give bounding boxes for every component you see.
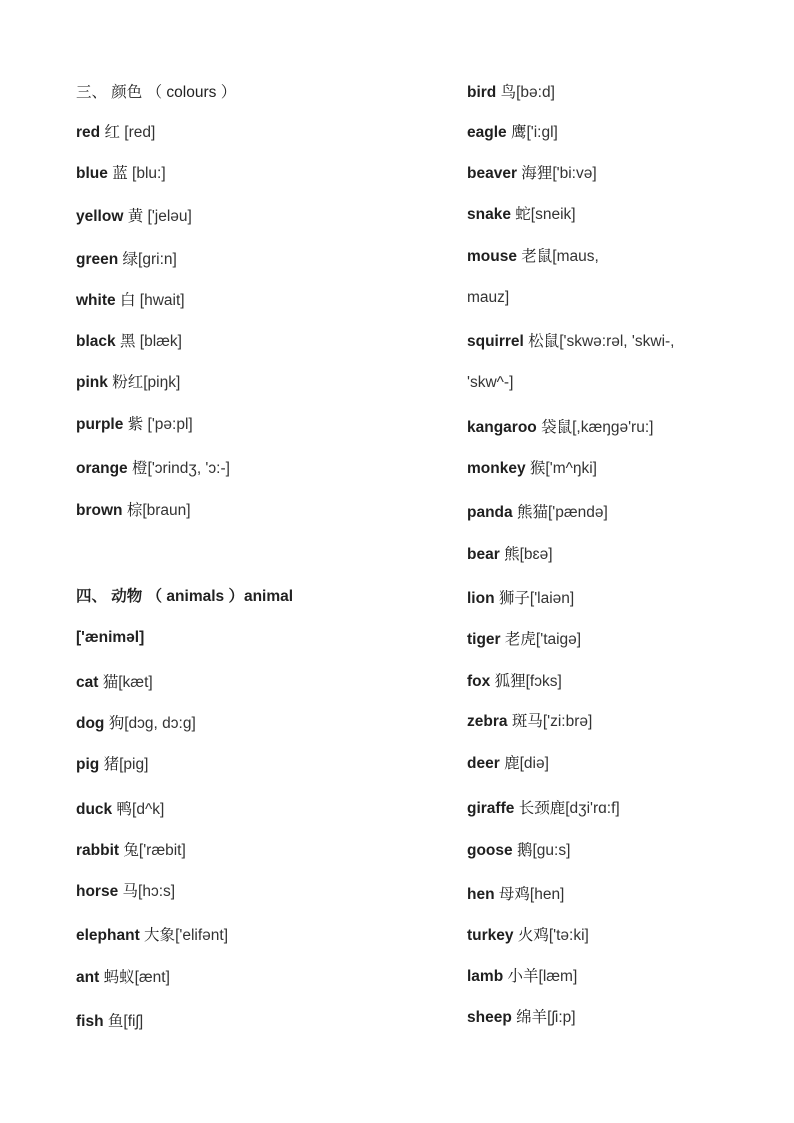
word-ipa: ['m^ŋki] <box>545 460 597 477</box>
word-zh: 猴 <box>529 460 546 477</box>
word-ipa: mauz] <box>467 289 510 306</box>
word-ipa: [ænt] <box>134 969 170 986</box>
vocab-entry-continuation <box>467 373 513 393</box>
word-en: giraffe <box>467 800 515 817</box>
word-zh: 老鼠 <box>521 248 553 265</box>
vocab-entry-dog <box>76 714 196 734</box>
word-en: panda <box>467 504 513 521</box>
vocab-entry-ant <box>76 968 170 988</box>
word-en: pink <box>76 374 108 391</box>
word-ipa: ['ɔrindʒ, 'ɔ:-] <box>147 460 230 477</box>
word-ipa: [red] <box>124 124 156 141</box>
vocab-entry-beaver <box>467 164 597 184</box>
word-zh: 鸟 <box>500 84 517 101</box>
word-zh: 兔 <box>123 842 139 859</box>
word-en: duck <box>76 801 113 818</box>
word-zh: 蓝 <box>112 165 128 182</box>
word-zh: 长颈鹿 <box>518 800 566 817</box>
word-zh: 蛇 <box>515 206 531 223</box>
vocab-entry-brown <box>76 501 191 521</box>
word-zh: 黄 <box>127 208 144 225</box>
word-ipa: ['i:gl] <box>526 124 558 141</box>
word-ipa: [hen] <box>529 886 565 903</box>
word-zh: 粉红 <box>112 374 144 391</box>
word-zh: 绵羊 <box>516 1009 548 1026</box>
word-en: yellow <box>76 208 124 225</box>
word-ipa: [hɔ:s] <box>138 883 176 900</box>
word-zh: 狐狸 <box>494 673 526 690</box>
word-zh: 熊猫 <box>516 504 548 521</box>
word-ipa: ['elifənt] <box>175 927 228 944</box>
word-zh: 猪 <box>103 756 120 773</box>
word-zh: 鸭 <box>116 801 133 818</box>
vocab-entry-continuation <box>467 288 509 308</box>
word-zh: 火鸡 <box>517 927 549 944</box>
vocab-entry-red <box>76 123 155 143</box>
word-ipa: ['ræbit] <box>138 842 186 859</box>
vocab-entry-lion <box>467 589 574 609</box>
word-zh: 海狸 <box>521 165 553 182</box>
word-en: green <box>76 251 119 268</box>
vocab-entry-tiger <box>467 630 581 650</box>
word-zh: 棕 <box>126 502 143 519</box>
vocab-entry-white <box>76 291 185 311</box>
word-zh: 斑马 <box>511 713 543 730</box>
word-zh: 白 <box>119 292 136 309</box>
word-ipa: ['tə:ki] <box>548 927 589 944</box>
word-en: black <box>76 333 116 350</box>
word-ipa: [sneik] <box>530 206 576 223</box>
word-en: beaver <box>467 165 517 182</box>
word-en: orange <box>76 460 128 477</box>
word-en: lamb <box>467 968 504 985</box>
word-zh: 狗 <box>108 715 125 732</box>
word-zh: 鹅 <box>516 842 533 859</box>
word-zh: 母鸡 <box>498 886 530 903</box>
vocab-entry-snake <box>467 205 576 225</box>
word-en: lion <box>467 590 495 607</box>
vocab-entry-green <box>76 250 177 270</box>
vocab-entry-orange <box>76 459 230 479</box>
word-en: dog <box>76 715 105 732</box>
word-en: kangaroo <box>467 419 537 436</box>
word-ipa: [hwait] <box>139 292 185 309</box>
word-zh: 老虎 <box>504 631 536 648</box>
vocab-entry-bear <box>467 545 553 565</box>
vocab-entry-rabbit <box>76 841 186 861</box>
word-en: monkey <box>467 460 526 477</box>
vocab-entry-pig <box>76 755 148 775</box>
vocab-entry-horse <box>76 882 175 902</box>
word-en: snake <box>467 206 511 223</box>
vocab-entry-purple <box>76 415 193 435</box>
word-en: red <box>76 124 101 141</box>
word-en: ant <box>76 969 100 986</box>
vocab-entry-kangaroo <box>467 418 653 438</box>
word-ipa: [fɔks] <box>525 673 562 690</box>
word-ipa: [,kæŋgə'ru:] <box>572 419 654 436</box>
vocab-entry-blue <box>76 164 166 184</box>
word-ipa: [gri:n] <box>138 251 177 268</box>
word-en: cat <box>76 674 99 691</box>
word-en: white <box>76 292 116 309</box>
animals-heading-ipa: ['æniməl] <box>76 629 145 646</box>
word-ipa: [fiʃ] <box>123 1013 144 1030</box>
word-en: turkey <box>467 927 514 944</box>
word-en: rabbit <box>76 842 120 859</box>
vocab-entry-black <box>76 332 182 352</box>
vocab-entry-panda <box>467 503 608 523</box>
word-ipa: ['zi:brə] <box>542 713 593 730</box>
word-en: eagle <box>467 124 507 141</box>
word-ipa: [læm] <box>538 968 578 985</box>
word-en: hen <box>467 886 495 903</box>
word-ipa: [diə] <box>519 755 549 772</box>
word-en: fish <box>76 1013 104 1030</box>
vocab-entry-giraffe <box>467 799 620 819</box>
word-zh: 狮子 <box>498 590 530 607</box>
word-en: zebra <box>467 713 508 730</box>
vocab-entry-squirrel <box>467 332 674 352</box>
word-zh: 蚂蚁 <box>103 969 135 986</box>
word-zh: 鹰 <box>510 124 527 141</box>
word-ipa: [ʃi:p] <box>547 1009 576 1026</box>
word-en: bear <box>467 546 500 563</box>
word-ipa: [piŋk] <box>143 374 181 391</box>
word-ipa: [dʒi'rɑ:f] <box>565 800 620 817</box>
word-en: mouse <box>467 248 517 265</box>
vocab-entry-duck <box>76 800 164 820</box>
word-en: purple <box>76 416 124 433</box>
vocab-entry-hen <box>467 885 564 905</box>
vocab-entry-monkey <box>467 459 597 479</box>
vocab-entry-eagle <box>467 123 558 143</box>
word-ipa: [kæt] <box>118 674 153 691</box>
word-ipa: ['pə:pl] <box>147 416 193 433</box>
vocab-entry-deer <box>467 754 549 774</box>
word-en: goose <box>467 842 513 859</box>
word-zh: 松鼠 <box>528 333 560 350</box>
vocab-entry-yellow <box>76 207 192 227</box>
vocab-entry-elephant <box>76 926 228 946</box>
word-ipa: [bə:d] <box>516 84 555 101</box>
word-ipa: 'skw^-] <box>467 374 514 391</box>
word-zh: 鹿 <box>504 755 520 772</box>
vocab-entry-fish <box>76 1012 143 1032</box>
word-ipa: [braun] <box>142 502 191 519</box>
word-ipa: [blu:] <box>132 165 166 182</box>
word-ipa: ['laiən] <box>529 590 575 607</box>
word-zh: 橙 <box>132 460 148 477</box>
word-zh: 小羊 <box>507 968 539 985</box>
vocab-entry-mouse <box>467 247 599 267</box>
word-en: elephant <box>76 927 140 944</box>
word-ipa: ['taigə] <box>535 631 582 648</box>
word-en: squirrel <box>467 333 524 350</box>
colours-heading: 三、 颜色 （ colours ） <box>76 84 237 101</box>
word-en: bird <box>467 84 497 101</box>
word-zh: 马 <box>122 883 139 900</box>
vocab-entry-goose <box>467 841 570 861</box>
vocab-entry-turkey <box>467 926 589 946</box>
vocab-entry-cat <box>76 673 153 693</box>
word-en: pig <box>76 756 100 773</box>
word-ipa: [dɔg, dɔ:g] <box>124 715 196 732</box>
word-zh: 熊 <box>504 546 520 563</box>
vocab-entry-lamb <box>467 967 577 987</box>
word-en: fox <box>467 673 491 690</box>
word-en: blue <box>76 165 108 182</box>
vocab-entry-zebra <box>467 712 592 732</box>
word-ipa: [bɛə] <box>519 546 553 563</box>
word-zh: 鱼 <box>107 1013 124 1030</box>
word-ipa: [d^k] <box>132 801 165 818</box>
word-zh: 袋鼠 <box>541 419 573 436</box>
word-ipa: [maus, <box>552 248 599 265</box>
vocab-entry-bird <box>467 83 555 103</box>
word-ipa: [blæk] <box>139 333 182 350</box>
word-ipa: ['skwə:rəl, 'skwi-, <box>559 333 675 350</box>
word-ipa: ['bi:və] <box>552 165 597 182</box>
word-zh: 猫 <box>102 674 119 691</box>
word-zh: 绿 <box>122 251 139 268</box>
vocab-entry-fox <box>467 672 562 692</box>
animals-heading: 四、 动物 （ animals ）animal <box>76 588 294 605</box>
word-en: deer <box>467 755 500 772</box>
word-zh: 黑 <box>119 333 136 350</box>
word-zh: 紫 <box>127 416 144 433</box>
word-zh: 红 <box>104 124 120 141</box>
word-zh: 大象 <box>144 927 176 944</box>
vocab-entry-pink <box>76 373 180 393</box>
word-en: tiger <box>467 631 501 648</box>
word-ipa: ['pændə] <box>547 504 608 521</box>
vocab-entry-sheep <box>467 1008 576 1028</box>
word-en: brown <box>76 502 123 519</box>
word-ipa: [pig] <box>119 756 149 773</box>
word-ipa: [gu:s] <box>532 842 571 859</box>
word-ipa: ['jeləu] <box>147 208 192 225</box>
word-en: sheep <box>467 1009 512 1026</box>
word-en: horse <box>76 883 119 900</box>
